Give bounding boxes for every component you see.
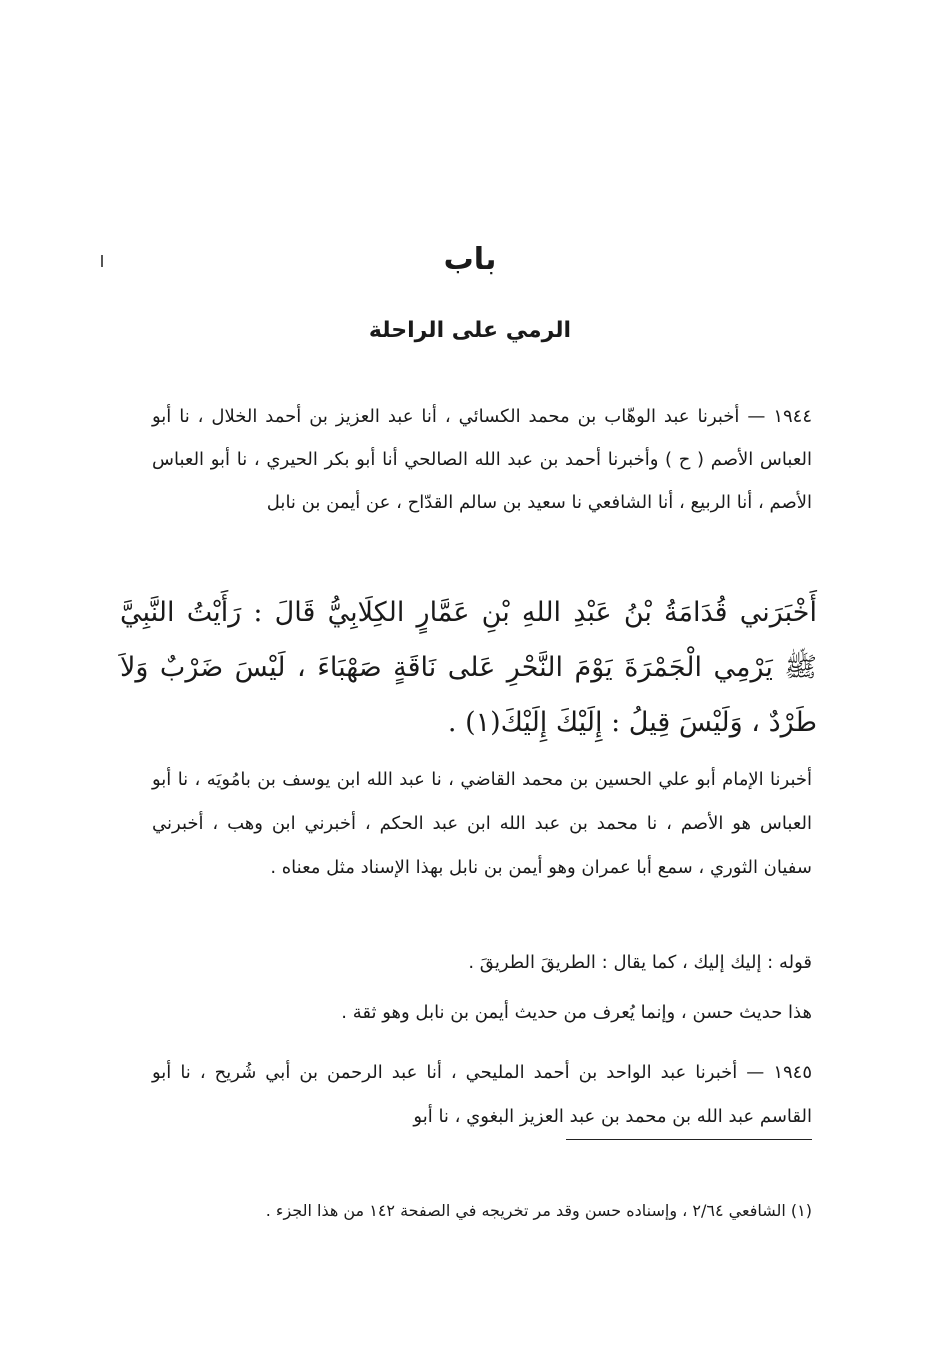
paragraph-hadith-1944-isnad: ١٩٤٤ — أخبرنا عبد الوهّاب بن محمد الكسائي ، أنا عبد العزيز بن أحمد الخلال ، نا أبو العباس الأصم ( ح ) وأخبرنا أحمد بن عبد الله الصالحي أنا أبو بكر الحيري ، نا أبو العباس الأصم ، أنا الربيع ، أنا الشافعي نا سعيد بن سالم القدّاح ، عن أيمن بن نابل [152, 406, 812, 513]
paragraph-hadith-text: أَخْبَرَني قُدَامَةُ بْنُ عَبْدِ اللهِ بْنِ عَمَّارٍ الكِلَابِيُّ قَالَ : رَأَيْتُ النَّبِيَّ ﷺ يَرْمِي الْجَمْرَةَ يَوْمَ النَّحْرِ عَلى نَاقَةٍ صَهْبَاءَ ، لَيْسَ ضَرْبٌ وَلاَ طَرْدٌ ، وَلَيْسَ قِيلُ : إِلَيْكَ إِلَيْكَ(١) . [120, 597, 817, 738]
chapter-title: الرمي على الراحلة [368, 318, 572, 343]
footnote-divider [566, 1139, 812, 1140]
paragraph-grading: هذا حديث حسن ، وإنما يُعرف من حديث أيمن بن نابل وهو ثقة . [341, 1002, 812, 1023]
footnote: (١) الشافعي ٢/٦٤ ، وإسناده حسن وقد مر تخريجه في الصفحة ١٤٢ من هذا الجزء . [265, 1201, 812, 1220]
paragraph-explanation: قوله : إليك إليك ، كما يقال : الطريقَ الطريقَ . [468, 952, 812, 973]
paragraph-hadith-1945-isnad: ١٩٤٥ — أخبرنا عبد الواحد بن أحمد المليحي ، أنا عبد الرحمن بن أبي شُريح ، نا أبو القاسم عبد الله بن محمد بن عبد العزيز البغوي ، نا أبو [152, 1062, 812, 1127]
chapter-heading: باب [443, 242, 497, 277]
paragraph-second-isnad: أخبرنا الإمام أبو علي الحسين بن محمد القاضي ، نا عبد الله ابن يوسف بن بامُويَه ، نا أبو العباس هو الأصم ، نا محمد بن عبد الله ابن عبد الحكم ، أخبرني ابن وهب ، أخبرني سفيان الثوري ، سمع أبا عمران وهو أيمن بن نابل بهذا الإسناد مثل معناه . [152, 769, 812, 878]
